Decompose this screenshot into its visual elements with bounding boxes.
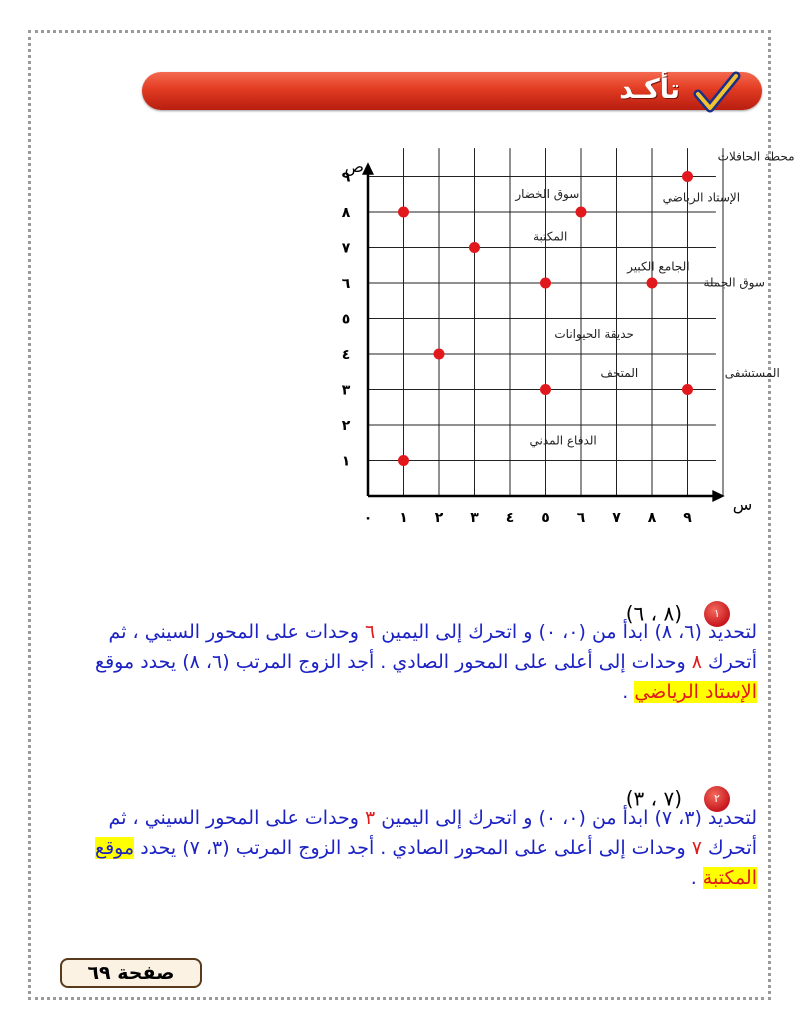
explanation-text-part: وحدات إلى أعلى على المحور الصادي . أجد الزوج المرتب (٣، ٧) يحدد xyxy=(134,837,692,859)
explanation-text-part: موقع xyxy=(94,837,135,859)
y-tick-label: ١ xyxy=(341,453,351,470)
data-point xyxy=(540,384,551,395)
exercise-2-explanation xyxy=(57,803,757,893)
exercise-1-number: ١ xyxy=(704,601,730,627)
explanation-text-part: . xyxy=(622,681,635,703)
explanation-text-part: المكتبة xyxy=(702,867,757,889)
data-point xyxy=(469,242,480,253)
data-point xyxy=(398,455,409,466)
checkmark-icon xyxy=(692,72,742,114)
data-point xyxy=(647,278,658,289)
explanation-text-part: لتحديد (٦، ٨) ابدأ من (٠، ٠) و اتحرك إلى اليمين xyxy=(375,621,757,643)
point-label: الإستاد الرياضي xyxy=(662,190,741,205)
data-point xyxy=(682,171,693,182)
explanation-text-part: . xyxy=(690,867,703,889)
x-tick-label: ٧ xyxy=(612,510,621,526)
x-axis-label: س xyxy=(732,495,753,514)
explanation-text-part: وحدات إلى أعلى على المحور الصادي . أجد الزوج المرتب (٦، ٨) يحدد موقع xyxy=(94,651,692,673)
x-tick-label: ٣ xyxy=(470,510,479,526)
y-tick-label: ٢ xyxy=(341,418,351,434)
section-title: تأكـد xyxy=(619,74,680,105)
y-axis-label: ص xyxy=(344,156,364,176)
point-label: الجامع الكبير xyxy=(627,259,690,274)
x-tick-label: ٠ xyxy=(363,510,373,526)
explanation-text-part: وحدات على المحور السيني ، ثم أتحرك xyxy=(108,621,757,673)
x-tick-label: ٩ xyxy=(683,510,692,526)
point-label: حديقة الحيوانات xyxy=(554,327,634,342)
point-label: المكتبة xyxy=(533,229,568,244)
explanation-text-part: الإستاد الرياضي xyxy=(634,681,757,703)
y-tick-label: ٩ xyxy=(341,169,351,186)
data-point xyxy=(398,207,409,218)
x-tick-label: ٦ xyxy=(576,510,586,526)
y-tick-label: ٥ xyxy=(341,311,351,328)
x-tick-label: ٤ xyxy=(505,510,515,526)
point-label: سوق الخضار xyxy=(515,186,580,201)
exercise-2-number: ٢ xyxy=(704,786,730,812)
explanation-text-part: ٧ xyxy=(691,837,702,859)
point-label: المستشفى xyxy=(724,366,780,381)
explanation-text-part: لتحديد (٣، ٧) ابدأ من (٠، ٠) و اتحرك إلى اليمين xyxy=(375,807,757,829)
x-tick-label: ١ xyxy=(399,510,408,526)
point-label: المتحف xyxy=(600,366,639,381)
page-number: صفحة ٦٩ xyxy=(60,958,202,988)
point-label: محطة الحافلات xyxy=(717,149,795,164)
point-label: الدفاع المدني xyxy=(529,433,597,448)
y-tick-label: ٧ xyxy=(341,240,351,257)
x-tick-label: ٨ xyxy=(647,510,657,526)
y-tick-label: ٦ xyxy=(341,276,351,292)
coordinate-grid xyxy=(320,140,795,540)
point-label: سوق الجملة xyxy=(703,275,765,290)
exercise-1-explanation xyxy=(57,617,757,707)
explanation-text-part: ٦ xyxy=(365,621,376,643)
data-point xyxy=(682,384,693,395)
y-tick-label: ٨ xyxy=(341,205,351,221)
section-banner xyxy=(142,72,762,110)
data-point xyxy=(540,278,551,289)
explanation-text-part: ٨ xyxy=(691,651,702,673)
data-point xyxy=(434,349,445,360)
y-tick-label: ٣ xyxy=(341,382,351,399)
y-tick-label: ٤ xyxy=(341,347,351,363)
exercise-1-pair: (٨ ، ٦) xyxy=(625,601,682,626)
x-tick-label: ٢ xyxy=(434,510,444,526)
data-point xyxy=(576,207,587,218)
explanation-text-part: ٣ xyxy=(365,807,376,829)
explanation-text-part: وحدات على المحور السيني ، ثم أتحرك xyxy=(108,807,757,859)
exercise-2-pair: (٧ ، ٣) xyxy=(625,786,682,811)
x-tick-label: ٥ xyxy=(541,510,550,526)
